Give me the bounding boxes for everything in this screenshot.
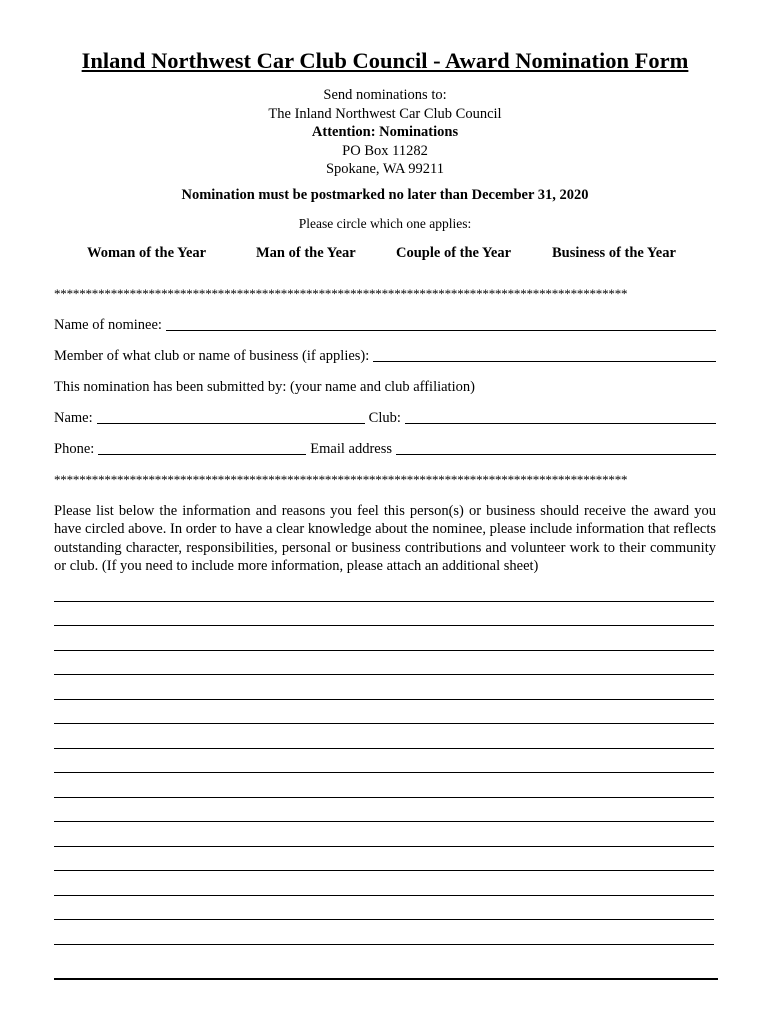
writing-line[interactable]	[54, 870, 714, 871]
name-label: Name:	[54, 410, 93, 426]
city-line: Spokane, WA 99211	[325, 161, 444, 178]
writing-line[interactable]	[54, 650, 714, 651]
writing-line[interactable]	[54, 748, 714, 749]
club-label: Club:	[368, 410, 401, 426]
writing-line[interactable]	[54, 699, 714, 700]
award-option-woman[interactable]: Woman of the Year	[87, 245, 207, 261]
email-label: Email address	[310, 441, 393, 457]
separator-bottom: *******************************************************************************************	[54, 472, 628, 487]
separator-top: *******************************************************************************************	[54, 286, 628, 301]
deadline-notice: Nomination must be postmarked no later than December 31, 2020	[181, 187, 589, 203]
phone-email-row	[54, 441, 716, 458]
nominee-row	[54, 317, 716, 334]
bottom-rule	[54, 978, 718, 980]
phone-input[interactable]	[98, 454, 306, 455]
award-option-business[interactable]: Business of the Year	[552, 245, 676, 261]
phone-label: Phone:	[54, 441, 95, 457]
writing-line[interactable]	[54, 821, 714, 822]
writing-line[interactable]	[54, 944, 714, 945]
writing-line[interactable]	[54, 846, 714, 847]
writing-line[interactable]	[54, 895, 714, 896]
council-name-line: The Inland Northwest Car Club Council	[268, 105, 502, 122]
name-club-row	[54, 410, 716, 427]
mailing-address	[0, 86, 770, 179]
instructions-paragraph: Please list below the information and reasons you feel this person(s) or business should receive the award you have circled above. In order to have a clear knowledge about the nominee, please include information that reflects outstanding character, responsibilities, personal or business contributions and volunteer work to their community or club. (If you need to include more information, please attach an additional sheet)	[54, 503, 716, 575]
award-option-man[interactable]: Man of the Year	[256, 245, 356, 261]
submitted-by-label: This nomination has been submitted by: (your name and club affiliation)	[54, 379, 475, 395]
circle-instruction: Please circle which one applies:	[298, 216, 472, 231]
email-input[interactable]	[396, 454, 716, 455]
nominee-label: Name of nominee:	[54, 317, 162, 333]
submitter-name-input[interactable]	[97, 423, 365, 424]
writing-line[interactable]	[54, 601, 714, 602]
writing-line[interactable]	[54, 723, 714, 724]
po-box-line: PO Box 11282	[342, 142, 428, 159]
form-title: Inland Northwest Car Club Council - Award Nomination Form	[81, 48, 689, 73]
writing-line[interactable]	[54, 797, 714, 798]
writing-line[interactable]	[54, 625, 714, 626]
member-row	[54, 348, 716, 365]
award-option-couple[interactable]: Couple of the Year	[396, 245, 512, 261]
nominee-input[interactable]	[166, 330, 716, 331]
submitted-by-row	[54, 379, 716, 396]
member-label: Member of what club or name of business (if applies):	[54, 348, 370, 364]
writing-line[interactable]	[54, 772, 714, 773]
writing-line[interactable]	[54, 919, 714, 920]
member-input[interactable]	[373, 361, 716, 362]
club-input[interactable]	[405, 423, 716, 424]
writing-line[interactable]	[54, 674, 714, 675]
attention-line: Attention: Nominations	[311, 124, 459, 141]
send-to-line: Send nominations to:	[323, 87, 447, 103]
